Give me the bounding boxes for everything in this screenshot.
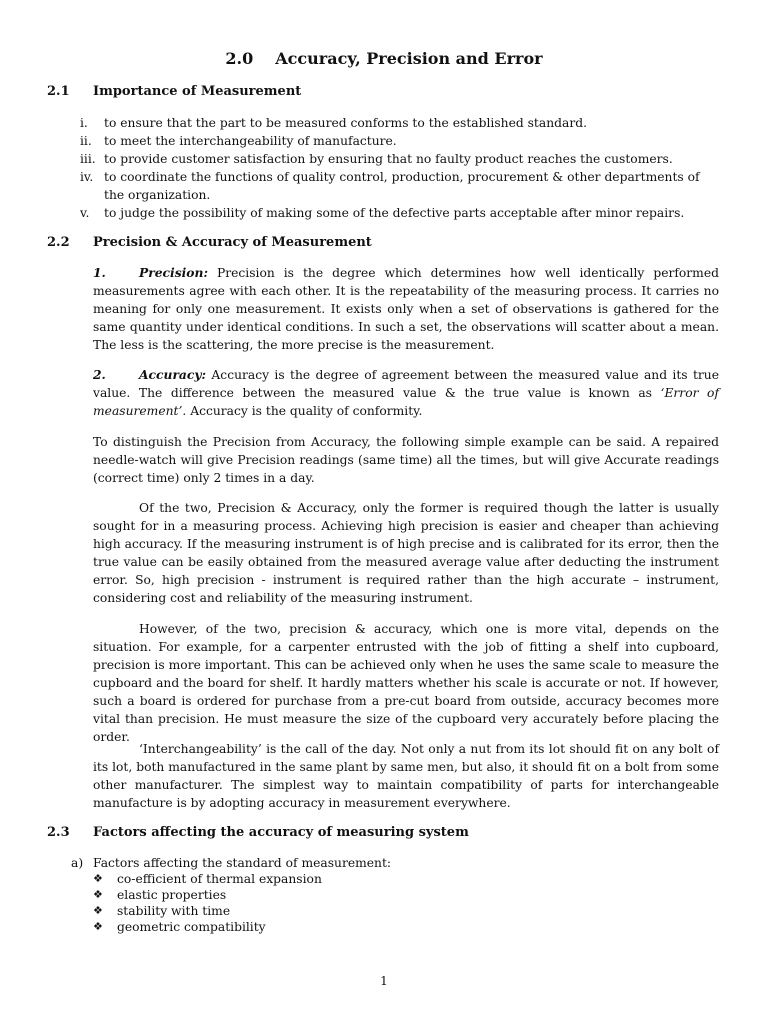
paragraph-of-the-two: Of the two, Precision & Accuracy, only the former is required though the latter is usually sought for in a measuring process. Achieving high precision is easier and cheaper than achieving high accuracy. If the measuring instrument is of high precise and is calibrated for its error, then the true value can be easily obtained from the measured average value after deducting the instrument error. So, high precision - instrument is required rather than the high accurate – instrument, considering cost and reliability of the measuring instrument.: [93, 501, 719, 605]
diamond-bullet-icon: ❖: [93, 888, 103, 901]
page-title: [0, 49, 768, 68]
diamond-bullet-icon: ❖: [93, 904, 103, 917]
page-number: 1: [380, 974, 388, 988]
list-item: iii. to provide customer satisfaction by ensuring that no faulty product reaches the customers.: [80, 152, 673, 166]
list-item: v. to judge the possibility of making some of the defective parts acceptable after minor repairs.: [80, 206, 685, 220]
accuracy-paragraph: 2. Accuracy: Accuracy is the degree of agreement between the measured value and its true value. The difference between the measured value & the true value is known as ‘Error of measurement’. Accuracy is the quality of conformity.: [93, 367, 719, 418]
list-item: ❖ geometric compatibility: [93, 920, 266, 934]
title-text: Accuracy, Precision and Error: [275, 49, 543, 68]
distinguish-paragraph: To distinguish the Precision from Accuracy, the following simple example can be said. A repaired needle-watch will give Precision readings (same time) all the times, but will give Accurate readings (correct time) only 2 times in a day.: [93, 435, 719, 485]
paragraph-however: However, of the two, precision & accuracy, which one is more vital, depends on the situation. For example, for a carpenter entrusted with the job of fitting a shelf into cupboard, precision is more important. This can be achieved only when he uses the same scale to measure the cupboard and the board for shelf. It hardly matters whether his scale is accurate or not. If however, such a board is ordered for purchase from a pre-cut board from outside, accuracy becomes more vital than precision. He must measure the size of the cupboard very accurately before placing the order.: [93, 622, 719, 744]
precision-paragraph: 1. Precision: Precision is the degree which determines how well identically performed measurements agree with each other. It is the repeatability of the measuring process. It carries no meaning for only one measurement. It exists only when a set of observations is gathered for the same quantity under identical conditions. In such a set, the observations will scatter about a mean. The less is the scattering, the more precise is the measurement.: [93, 265, 719, 352]
section-heading-2-2: 2.2 Precision & Accuracy of Measurement: [47, 235, 372, 250]
list-item: ❖ elastic properties: [93, 888, 227, 902]
list-item: i. to ensure that the part to be measured conforms to the established standard.: [80, 116, 587, 130]
section-heading-2-1: 2.1 Importance of Measurement: [47, 84, 302, 99]
diamond-bullet-icon: ❖: [93, 872, 103, 885]
section-heading-2-3: 2.3 Factors affecting the accuracy of measuring system: [47, 825, 469, 840]
factors-subheading: a) Factors affecting the standard of measurement:: [71, 856, 392, 870]
list-item: iv. to coordinate the functions of quality control, production, procurement & other departments of the organization.: [80, 170, 700, 202]
factors-list: [71, 855, 711, 935]
list-item: ii. to meet the interchangeability of manufacture.: [80, 134, 397, 148]
importance-list: [80, 114, 720, 222]
paragraph-interchangeability: ‘Interchangeability’ is the call of the day. Not only a nut from its lot should fit on any bolt of its lot, both manufactured in the same plant by same men, but also, it should fit on a bolt from some other manufacturer. The simplest way to maintain compatibility of parts for interchangeable manufacture is by adopting accuracy in measurement everywhere.: [93, 742, 719, 810]
diamond-bullet-icon: ❖: [93, 920, 103, 933]
list-item: ❖ co-efficient of thermal expansion: [93, 872, 322, 886]
title-number: 2.0: [225, 49, 254, 68]
list-item: ❖ stability with time: [93, 904, 231, 918]
